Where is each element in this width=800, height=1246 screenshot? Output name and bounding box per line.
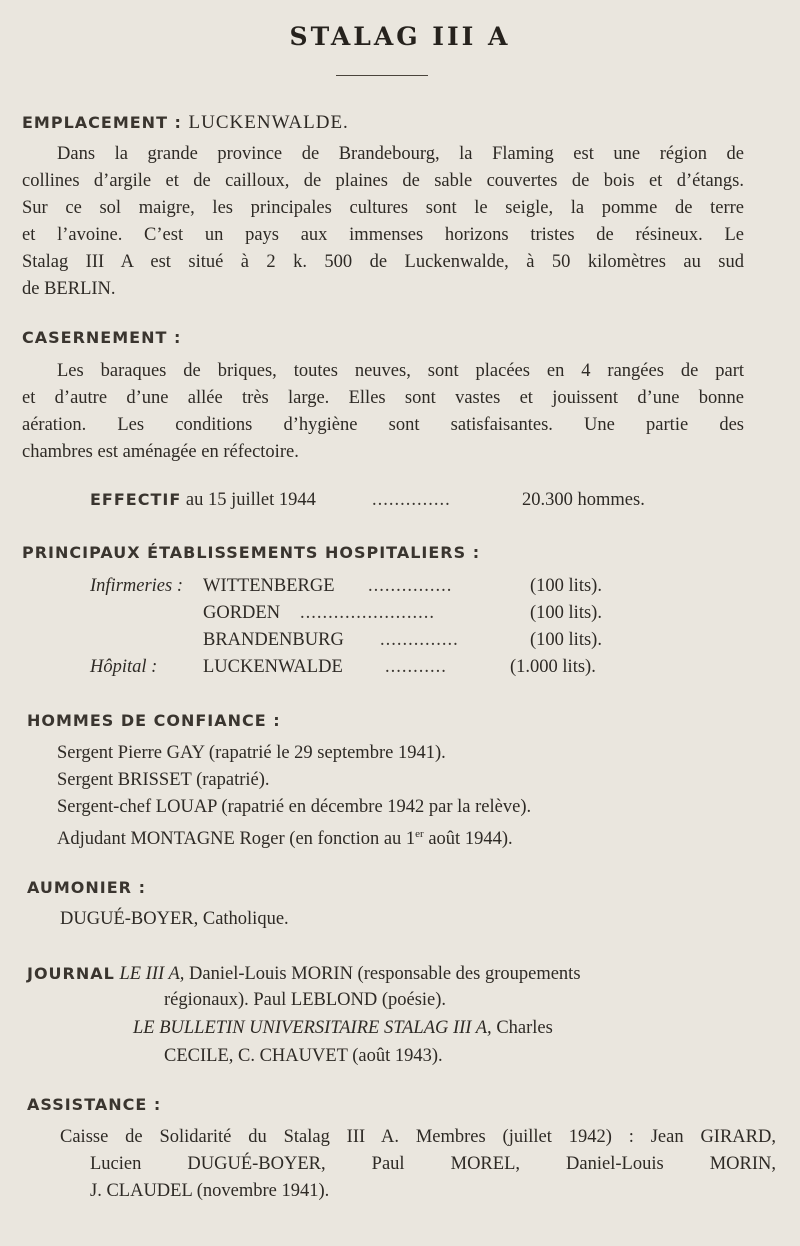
paragraph-line: et d’autre d’une allée très large. Elles sont vastes et jouissent d’une bonne: [22, 388, 744, 408]
paragraph-line: Stalag III A est situé à 2 k. 500 de Luckenwalde, à 50 kilomètres au sud: [22, 252, 744, 272]
hospital-name: BRANDENBURG: [203, 630, 344, 650]
hospital-beds: (100 lits).: [530, 576, 602, 596]
paragraph-line: Caisse de Solidarité du Stalag III A. Membres (juillet 1942) : Jean GIRARD,: [60, 1127, 776, 1147]
paragraph-line: de BERLIN.: [22, 279, 116, 299]
infirmeries-label: Infirmeries :: [90, 576, 183, 596]
paragraph-line: Sur ce sol maigre, les principales cultures sont le seigle, la pomme de terre: [22, 198, 744, 218]
effectif-date: au 15 juillet 1944: [185, 490, 316, 510]
paragraph-line: et l’avoine. C’est un pays aux immenses horizons tristes de résineux. Le: [22, 225, 744, 245]
hospital-name: LUCKENWALDE: [203, 657, 343, 677]
journal-title-2: LE BULLETIN UNIVERSITAIRE STALAG III A,: [133, 1018, 492, 1038]
paragraph-line: Dans la grande province de Brandebourg, la Flaming est une région de: [57, 144, 744, 164]
journal-text-1: Daniel-Louis MORIN (responsable des groupements: [189, 964, 581, 984]
title-rule: [336, 75, 428, 76]
paragraph-line: Les baraques de briques, toutes neuves, sont placées en 4 rangées de part: [57, 361, 744, 381]
leader-dots: ...........: [385, 657, 447, 677]
journal-line-2: régionaux). Paul LEBLOND (poésie).: [164, 990, 447, 1010]
leader-dots: ..............: [380, 630, 459, 650]
hospital-name: WITTENBERGE: [203, 576, 335, 596]
list-item: Sergent Pierre GAY (rapatrié le 29 septembre 1941).: [57, 743, 446, 763]
effectif-value: 20.300 hommes.: [522, 490, 645, 510]
emplacement-heading: [22, 112, 349, 134]
hospitaliers-heading: PRINCIPAUX ÉTABLISSEMENTS HOSPITALIERS :: [22, 543, 481, 562]
ordinal-suffix: er: [415, 828, 424, 840]
confiance-list: [57, 740, 531, 848]
journal-title-1: LE III A,: [119, 964, 185, 984]
journal-text-3: Charles: [496, 1018, 553, 1038]
list-item-text: Adjudant MONTAGNE Roger (en fonction au: [57, 829, 402, 850]
hopital-label: Hôpital :: [90, 657, 158, 677]
day-number: 1: [405, 829, 416, 850]
journal-line-3: [133, 1015, 553, 1042]
paragraph-line: aération. Les conditions d’hygiène sont satisfaisantes. Une partie des: [22, 415, 744, 435]
assistance-heading: ASSISTANCE :: [27, 1095, 162, 1114]
casernement-paragraph: [22, 358, 744, 466]
list-item: Sergent BRISSET (rapatrié).: [57, 770, 270, 790]
aumonier-line: DUGUÉ-BOYER, Catholique.: [60, 909, 289, 929]
emplacement-label: EMPLACEMENT :: [22, 113, 182, 132]
journal-line-1: [27, 960, 581, 988]
hospital-beds: (100 lits).: [530, 630, 602, 650]
journal-line-4: CECILE, C. CHAUVET (août 1943).: [164, 1046, 443, 1066]
hospital-name: GORDEN: [203, 603, 281, 623]
list-item: Sergent-chef LOUAP (rapatrié en décembre 1942 par la relève).: [57, 797, 532, 817]
page-title: STALAG III A: [289, 22, 511, 51]
casernement-heading: CASERNEMENT :: [22, 328, 182, 347]
hospital-beds: (100 lits).: [530, 603, 602, 623]
effectif-label: EFFECTIF: [90, 490, 182, 509]
leader-dots: ........................: [300, 603, 435, 623]
assistance-paragraph: [60, 1124, 776, 1205]
paragraph-line: J. CLAUDEL (novembre 1941).: [90, 1181, 330, 1201]
emplacement-place: LUCKENWALDE.: [188, 112, 349, 133]
list-item: [57, 821, 531, 848]
paragraph-line: Lucien DUGUÉ-BOYER, Paul MOREL, Daniel-Louis MORIN,: [90, 1154, 776, 1174]
confiance-heading: HOMMES DE CONFIANCE :: [27, 711, 281, 730]
journal-heading: JOURNAL: [27, 964, 115, 983]
paragraph-line: chambres est aménagée en réfectoire.: [22, 442, 299, 462]
paragraph-line: collines d’argile et de cailloux, de plaines de sable couvertes de bois et d’étangs.: [22, 171, 744, 191]
emplacement-paragraph: [22, 141, 744, 303]
aumonier-heading: AUMONIER :: [27, 878, 146, 897]
list-item-tail: août 1944).: [423, 829, 513, 850]
effectif-row: [90, 490, 316, 511]
leader-dots: ..............: [372, 490, 451, 510]
leader-dots: ...............: [368, 576, 453, 596]
hospital-beds: (1.000 lits).: [510, 657, 596, 677]
